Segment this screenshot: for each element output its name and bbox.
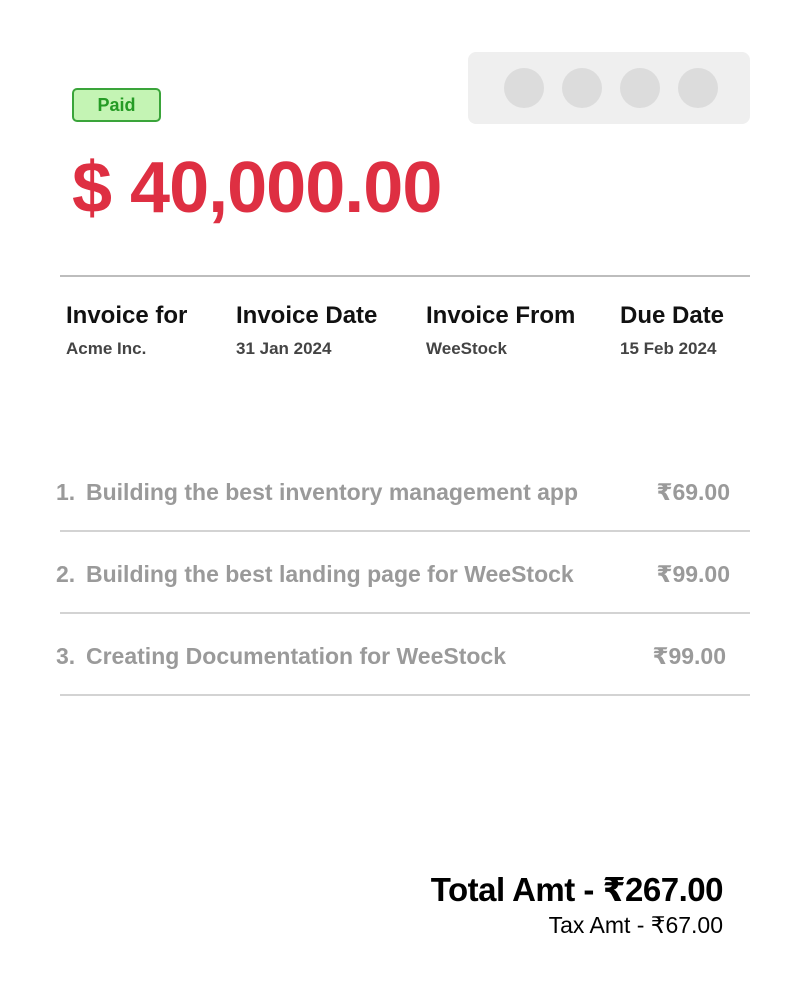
- meta-invoice-for: [66, 300, 187, 360]
- line-item-price: ₹99.00: [652, 643, 726, 669]
- meta-label: Due Date: [620, 302, 725, 329]
- total-amount: Total Amt - ₹267.00: [430, 871, 723, 908]
- line-item-number: 3.: [56, 643, 76, 669]
- line-item: [56, 636, 736, 676]
- line-item-number: 1.: [56, 479, 76, 505]
- status-badge: Paid: [72, 88, 161, 122]
- line-item-price: ₹69.00: [656, 479, 730, 505]
- row-divider: [60, 530, 750, 532]
- meta-label: Invoice for: [66, 302, 188, 329]
- line-item-description: Creating Documentation for WeeStock: [86, 643, 507, 669]
- row-divider: [60, 612, 750, 614]
- action-3-icon[interactable]: [620, 68, 660, 108]
- meta-due-date: [620, 300, 724, 360]
- line-item-number: 2.: [56, 561, 76, 587]
- action-2-icon[interactable]: [562, 68, 602, 108]
- meta-invoice-date: [236, 300, 377, 360]
- line-item-description: Building the best landing page for WeeStock: [86, 561, 574, 587]
- header-divider: [60, 275, 750, 277]
- line-item: [56, 472, 736, 512]
- action-1-icon[interactable]: [504, 68, 544, 108]
- meta-invoice-from: [426, 300, 575, 360]
- meta-value: Acme Inc.: [66, 339, 147, 358]
- line-item-price: ₹99.00: [656, 561, 730, 587]
- row-divider: [60, 694, 750, 696]
- meta-value: 31 Jan 2024: [236, 339, 332, 358]
- action-4-icon[interactable]: [678, 68, 718, 108]
- meta-label: Invoice Date: [236, 302, 378, 329]
- invoice-amount: $ 40,000.00: [72, 148, 442, 228]
- action-toolbar: [468, 52, 750, 124]
- line-item-description: Building the best inventory management app: [86, 479, 579, 505]
- line-item: [56, 554, 736, 594]
- meta-value: 15 Feb 2024: [620, 339, 717, 358]
- meta-value: WeeStock: [426, 339, 507, 358]
- meta-label: Invoice From: [426, 302, 576, 329]
- tax-amount: Tax Amt - ₹67.00: [548, 912, 723, 938]
